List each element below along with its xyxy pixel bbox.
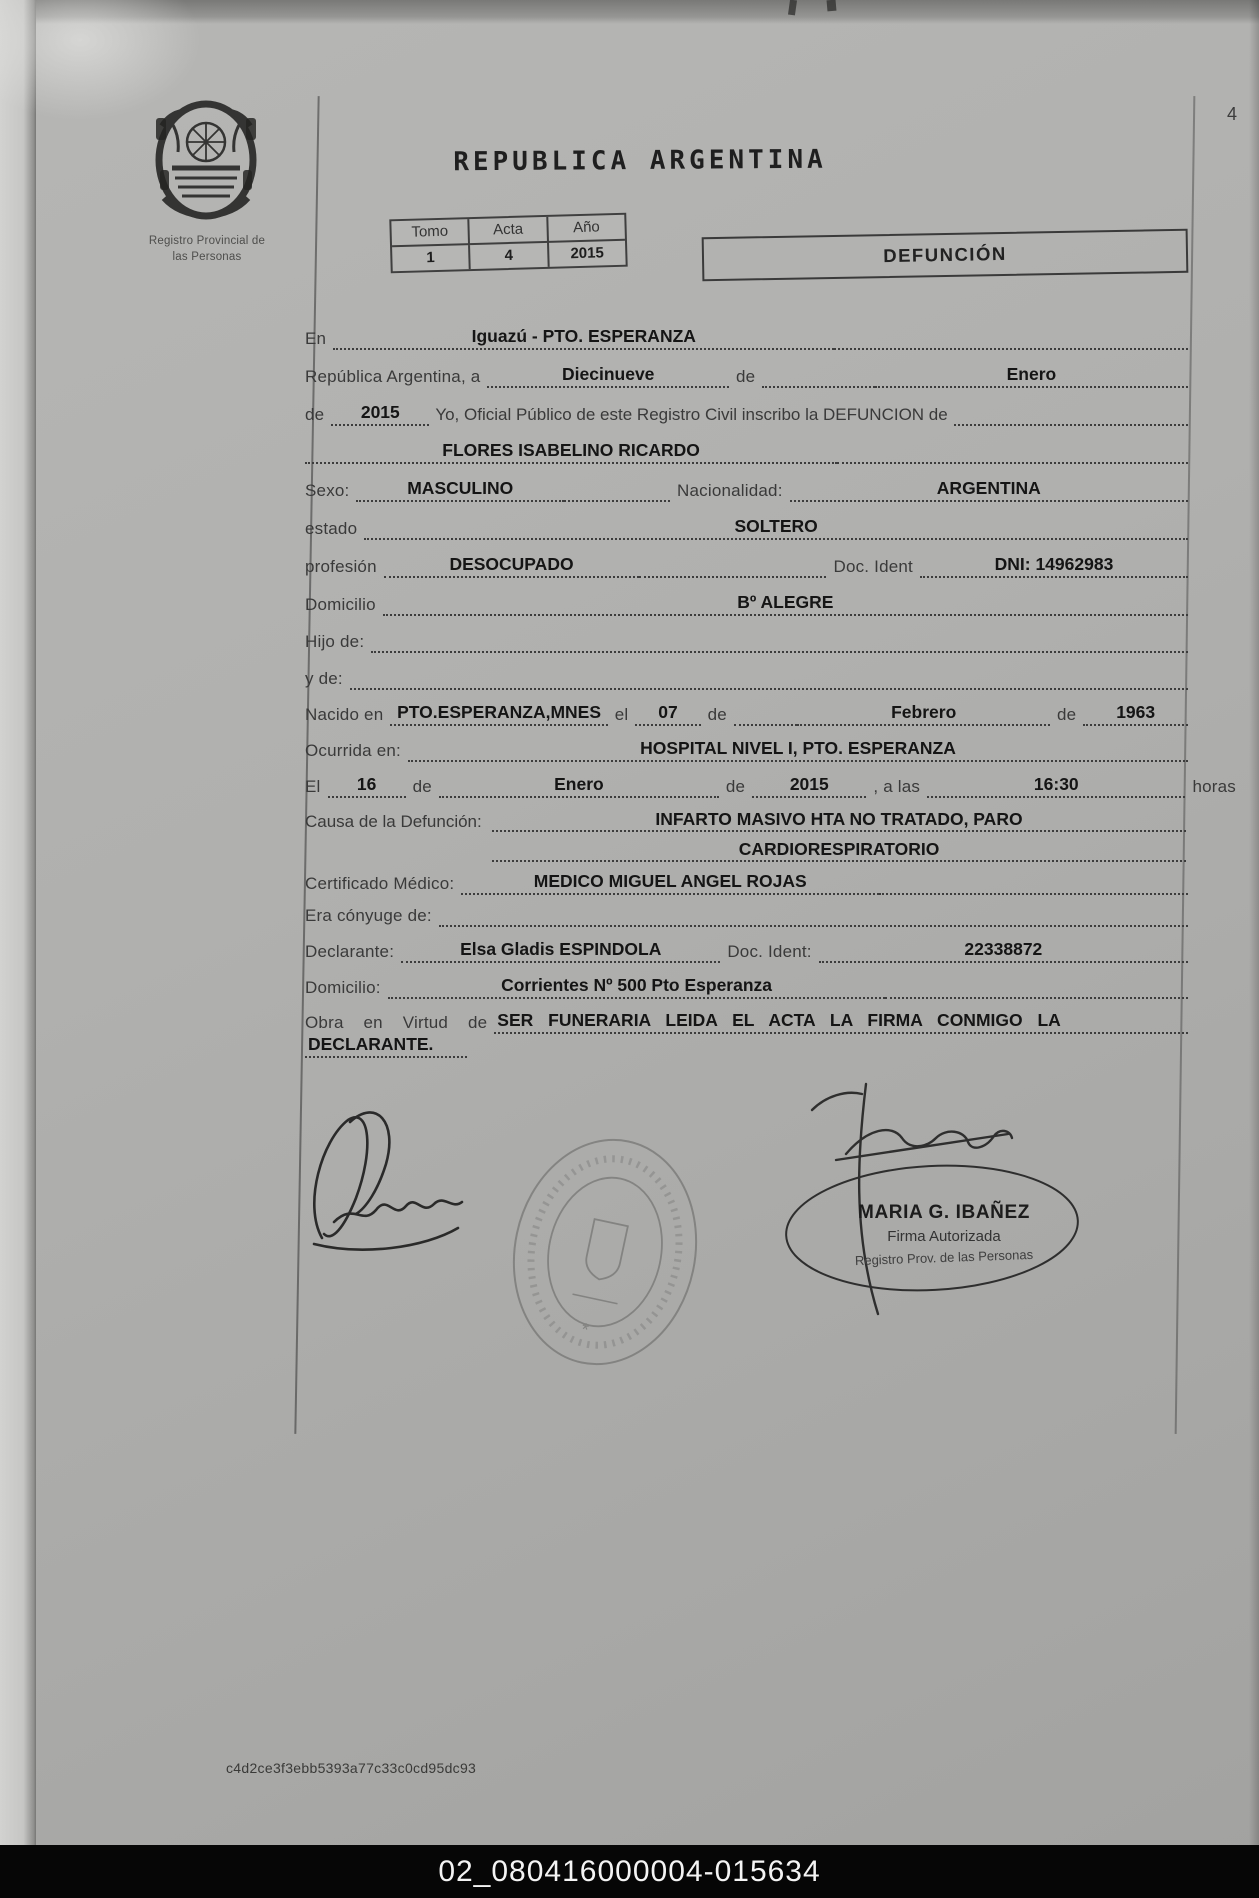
provincial-registry-emblem (148, 98, 264, 230)
nationality-value: ARGENTINA (790, 478, 1188, 502)
sex-label: Sexo: (305, 481, 350, 500)
date-de: de (735, 367, 756, 386)
page-number: 4 (1227, 104, 1238, 124)
birth-de2: de (1057, 705, 1077, 724)
dotted-line (837, 462, 1188, 464)
cause-label: Causa de la Defunción: (305, 812, 482, 831)
deceased-name-value: FLORES ISABELINO RICARDO (305, 440, 837, 464)
field-row-birth (305, 700, 1188, 726)
table-header-tomo: Tomo (391, 219, 470, 247)
profession-value: DESOCUPADO (384, 554, 640, 578)
field-row-address (305, 590, 1188, 616)
sex-value: MASCULINO (356, 478, 563, 502)
round-ink-stamp (493, 1123, 716, 1381)
dotted-line (885, 997, 1188, 999)
declarant-label: Declarante: (305, 942, 395, 961)
footer-code-bar (0, 1845, 1259, 1898)
dotted-line (734, 724, 797, 726)
letterhead-caption-line2: las Personas (172, 250, 242, 263)
birth-day-value: 07 (635, 702, 700, 726)
doc-id-label: Doc. Ident (833, 557, 913, 576)
statement-value: SER FUNERARIA LEIDA EL ACTA LA FIRMA CONMIGO LA (494, 1010, 1188, 1034)
statement-label: Obra en Virtud de (305, 1013, 488, 1032)
table-header-acta: Acta (470, 217, 549, 245)
profession-label: profesión (305, 557, 377, 576)
place-label: En (305, 329, 327, 348)
death-date-el: El (305, 777, 321, 796)
father-label: Hijo de: (305, 632, 365, 651)
year-value: 2015 (331, 402, 429, 426)
death-date-alas: , a las (873, 777, 921, 796)
table-header-anio: Año (548, 215, 625, 243)
death-time-value: 16:30 (927, 774, 1185, 798)
document-hash: c4d2ce3f3ebb5393a77c33c0cd95dc93 (226, 1760, 477, 1776)
nationality-label: Nacionalidad: (677, 481, 783, 500)
place-value: Iguazú - PTO. ESPERANZA (333, 326, 834, 350)
field-row-year (305, 400, 1188, 426)
field-row-deceased-name (305, 438, 1188, 464)
field-row-death-place (305, 736, 1188, 762)
table-value-anio: 2015 (570, 244, 605, 263)
table-value-acta: 4 (470, 243, 549, 269)
date-label: República Argentina, a (305, 367, 481, 386)
statement-value2: DECLARANTE. (305, 1034, 467, 1058)
field-row-date (305, 362, 1188, 388)
declarant-doc-value: 22338872 (819, 939, 1188, 963)
dotted-line (371, 651, 1188, 653)
official-signature (783, 1084, 1081, 1314)
cause-value-block (492, 802, 1186, 862)
death-date-de2: de (725, 777, 746, 796)
declarant-address-label: Domicilio: (305, 978, 381, 997)
right-margin-line (1175, 96, 1196, 1434)
document-title: REPUBLICA ARGENTINA (453, 144, 827, 178)
dotted-line (350, 688, 1188, 690)
field-row-marital-status (305, 514, 1188, 540)
birth-place-value: PTO.ESPERANZA,MNES (390, 702, 607, 726)
declarant-address-value: Corrientes Nº 500 Pto Esperanza (388, 975, 886, 999)
cause-value-line1: INFARTO MASIVO HTA NO TRATADO, PARO (492, 802, 1186, 832)
marital-status-label: estado (305, 519, 358, 538)
record-type-label: DEFUNCIÓN (883, 242, 1007, 267)
dotted-line (639, 576, 826, 578)
death-date-year: 2015 (752, 774, 866, 798)
death-date-day: 16 (328, 774, 406, 798)
dotted-line (762, 386, 875, 388)
address-value: Bº ALEGRE (383, 592, 1188, 616)
birth-month-value: Febrero (797, 702, 1050, 726)
death-date-month: Enero (439, 774, 719, 798)
death-date-horas: horas (1192, 777, 1236, 796)
field-row-sex-nationality (305, 476, 1188, 502)
field-row-death-date (305, 772, 1243, 798)
field-row-medical-certificate (305, 869, 1188, 895)
date-day-word: Diecinueve (487, 364, 728, 388)
cause-value-line2: CARDIORESPIRATORIO (492, 832, 1186, 862)
authorized-signer-name: MARIA G. IBAÑEZ (858, 1202, 1030, 1223)
mother-label: y de: (305, 669, 343, 688)
address-label: Domicilio (305, 595, 376, 614)
doc-id-value: DNI: 14962983 (920, 554, 1188, 578)
authorized-signer-role: Firma Autorizada (887, 1228, 1001, 1245)
declarant-doc-label: Doc. Ident: (727, 942, 812, 961)
dotted-line (954, 424, 1188, 426)
field-row-declarant (305, 937, 1188, 963)
death-place-value: HOSPITAL NIVEL I, PTO. ESPERANZA (408, 738, 1188, 762)
svg-text:*: * (579, 1319, 591, 1341)
field-row-declarant-address (305, 973, 1188, 999)
death-date-de1: de (412, 777, 432, 796)
marital-status-value: SOLTERO (364, 516, 1188, 540)
record-type-box (702, 229, 1189, 281)
birth-de1: de (707, 705, 727, 724)
footer-code: 02_080416000004-015634 (438, 1854, 821, 1888)
dotted-line (834, 348, 1188, 350)
dotted-line (879, 893, 1188, 895)
registry-table (389, 213, 627, 274)
birth-label: Nacido en (305, 705, 384, 724)
field-row-spouse (305, 901, 1188, 927)
date-month: Enero (875, 364, 1188, 388)
field-row-mother (305, 664, 1188, 690)
birth-year-value: 1963 (1083, 702, 1188, 726)
field-row-profession (305, 552, 1188, 578)
dotted-line (439, 925, 1188, 927)
letterhead-caption (112, 234, 302, 265)
letterhead-caption-line1: Registro Provincial de (148, 235, 266, 247)
field-row-place (305, 324, 1188, 350)
medical-certificate-label: Certificado Médico: (305, 874, 455, 893)
declarant-signature (314, 1112, 462, 1249)
officer-statement: Yo, Oficial Público de este Registro Civil inscribo la DEFUNCION de (435, 405, 948, 424)
death-place-label: Ocurrida en: (305, 741, 401, 760)
field-row-father (305, 627, 1188, 653)
spouse-label: Era cónyuge de: (305, 906, 432, 925)
field-row-statement (305, 1008, 1188, 1034)
field-row-statement2 (305, 1032, 467, 1058)
table-value-tomo: 1 (392, 245, 471, 271)
medical-certificate-value: MEDICO MIGUEL ANGEL ROJAS (461, 871, 879, 895)
dotted-line (564, 500, 670, 502)
birth-el: el (614, 705, 629, 724)
authorized-signer-org: Registro Prov. de las Personas (854, 1246, 1034, 1269)
year-de: de (305, 405, 325, 424)
declarant-name-value: Elsa Gladis ESPINDOLA (401, 939, 720, 963)
left-margin-line (294, 96, 319, 1434)
